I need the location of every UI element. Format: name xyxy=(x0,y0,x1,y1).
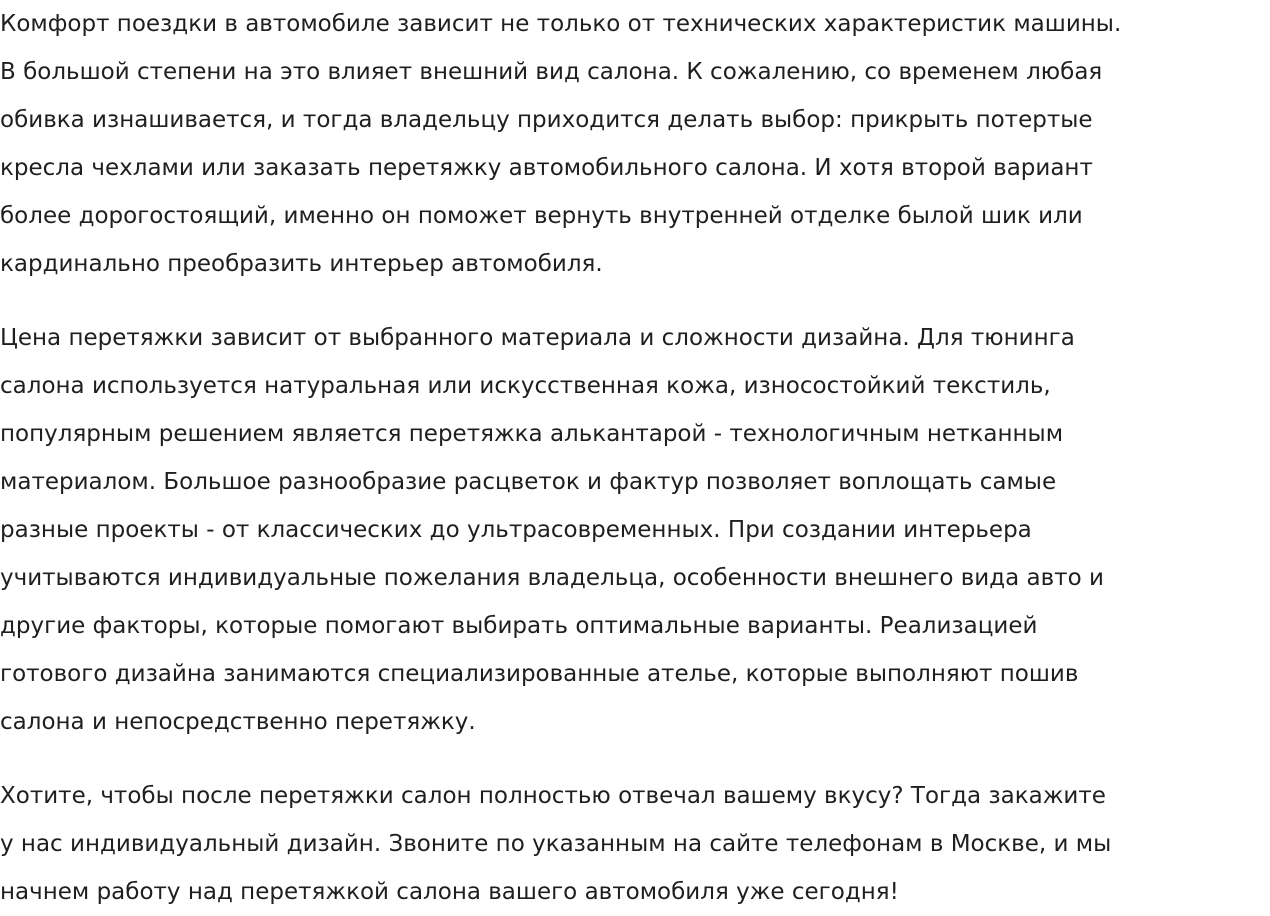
text-line: начнем работу над перетяжкой салона вашего автомобиля уже сегодня! xyxy=(0,879,899,905)
text-line: у нас индивидуальный дизайн. Звоните по указанным на сайте телефонам в Москве, и мы xyxy=(0,831,1112,857)
text-line: готового дизайна занимаются специализированные ателье, которые выполняют пошив xyxy=(0,661,1079,687)
paragraph-call-to-action xyxy=(0,772,1270,916)
text-line: более дорогостоящий, именно он поможет вернуть внутренней отделке былой шик или xyxy=(0,203,1083,229)
text-line: кардинально преобразить интерьер автомобиля. xyxy=(0,251,603,277)
text-line: материалом. Большое разнообразие расцветок и фактур позволяет воплощать самые xyxy=(0,469,1057,495)
paragraph-intro xyxy=(0,0,1270,288)
text-line: учитываются индивидуальные пожелания владельца, особенности внешнего вида авто и xyxy=(0,565,1104,591)
text-line: популярным решением является перетяжка алькантарой - технологичным нетканным xyxy=(0,421,1064,447)
text-line: салона используется натуральная или искусственная кожа, износостойкий текстиль, xyxy=(0,373,1051,399)
text-line: В большой степени на это влияет внешний вид салона. К сожалению, со временем любая xyxy=(0,59,1103,85)
text-line: обивка изнашивается, и тогда владельцу приходится делать выбор: прикрыть потертые xyxy=(0,107,1093,133)
text-line: салона и непосредственно перетяжку. xyxy=(0,709,476,735)
text-line: другие факторы, которые помогают выбирать оптимальные варианты. Реализацией xyxy=(0,613,1038,639)
text-line: Комфорт поездки в автомобиле зависит не только от технических характеристик машины. xyxy=(0,11,1122,37)
text-line: кресла чехлами или заказать перетяжку автомобильного салона. И хотя второй вариант xyxy=(0,155,1093,181)
paragraph-pricing xyxy=(0,314,1270,746)
text-line: Цена перетяжки зависит от выбранного материала и сложности дизайна. Для тюнинга xyxy=(0,325,1075,351)
text-line: Хотите, чтобы после перетяжки салон полностью отвечал вашему вкусу? Тогда закажите xyxy=(0,783,1106,809)
text-line: разные проекты - от классических до ультрасовременных. При создании интерьера xyxy=(0,517,1032,543)
